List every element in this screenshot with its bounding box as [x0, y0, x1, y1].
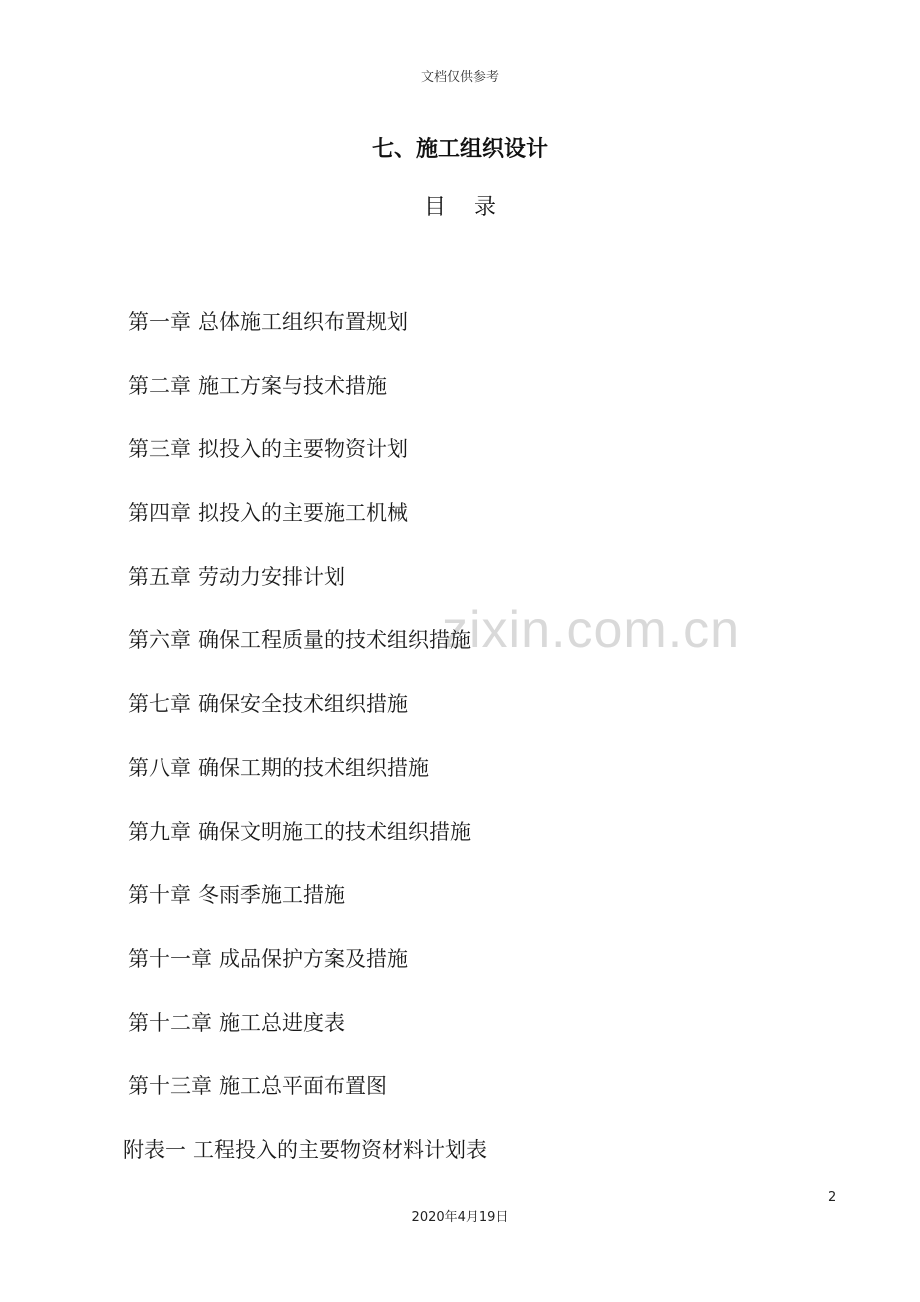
toc-item-title: 工程投入的主要物资材料计划表	[193, 1137, 487, 1162]
toc-item-title: 拟投入的主要施工机械	[198, 501, 408, 526]
toc-item-number: 第十章	[128, 883, 191, 908]
toc-item	[0, 750, 920, 814]
toc-item-title: 确保文明施工的技术组织措施	[198, 819, 471, 844]
toc-item-title: 确保工期的技术组织措施	[198, 755, 429, 780]
toc-item	[0, 877, 920, 941]
toc-item-number: 第三章	[128, 437, 191, 462]
toc-item-number: 第一章	[128, 310, 191, 334]
toc-item-title: 施工方案与技术措施	[198, 373, 387, 398]
toc-item-number: 第五章	[128, 564, 191, 589]
toc-item	[0, 431, 920, 495]
watermark: zixin.com.cn	[442, 601, 741, 659]
document-title: 七、施工组织设计	[371, 137, 548, 162]
toc-item-number: 第七章	[128, 692, 191, 717]
toc-item-title: 总体施工组织布置规划	[198, 310, 408, 334]
toc-item-number: 第十一章	[128, 946, 212, 971]
toc-item	[0, 686, 920, 750]
toc-item-number: 附表一	[123, 1137, 186, 1162]
toc-item-title: 成品保护方案及措施	[219, 946, 408, 971]
footer-date: 2020年4月19日	[411, 1210, 509, 1225]
toc-item-number: 第十二章	[128, 1010, 212, 1035]
header-note: 文档仅供参考	[420, 70, 499, 85]
toc-item-title: 确保工程质量的技术组织措施	[198, 628, 471, 653]
toc-item	[0, 814, 920, 878]
toc-item-title: 施工总平面布置图	[219, 1074, 387, 1099]
toc-item	[0, 941, 920, 1005]
toc-item	[0, 1068, 920, 1132]
toc-item-number: 第六章	[128, 628, 191, 653]
toc-item-number: 第四章	[128, 501, 191, 526]
toc-item-title: 确保安全技术组织措施	[198, 692, 408, 717]
toc-item	[0, 495, 920, 559]
toc-item-number: 第八章	[128, 755, 191, 780]
toc-item-number: 第二章	[128, 373, 191, 398]
toc-item-number: 第十三章	[128, 1074, 212, 1099]
toc-item	[0, 622, 920, 686]
toc-item-number: 第九章	[128, 819, 191, 844]
toc-item-appendix	[0, 1132, 920, 1196]
page-number: 2	[828, 1190, 837, 1205]
toc-item-title: 施工总进度表	[219, 1010, 345, 1035]
toc-item	[0, 368, 920, 432]
toc-item-title: 冬雨季施工措施	[198, 883, 345, 908]
toc-item	[0, 559, 920, 623]
toc-item-title: 拟投入的主要物资计划	[198, 437, 408, 462]
toc-item-title: 劳动力安排计划	[198, 564, 345, 589]
toc-heading: 目录	[423, 195, 524, 220]
table-of-contents	[0, 304, 920, 1196]
toc-item	[0, 1005, 920, 1069]
toc-item	[0, 304, 920, 368]
